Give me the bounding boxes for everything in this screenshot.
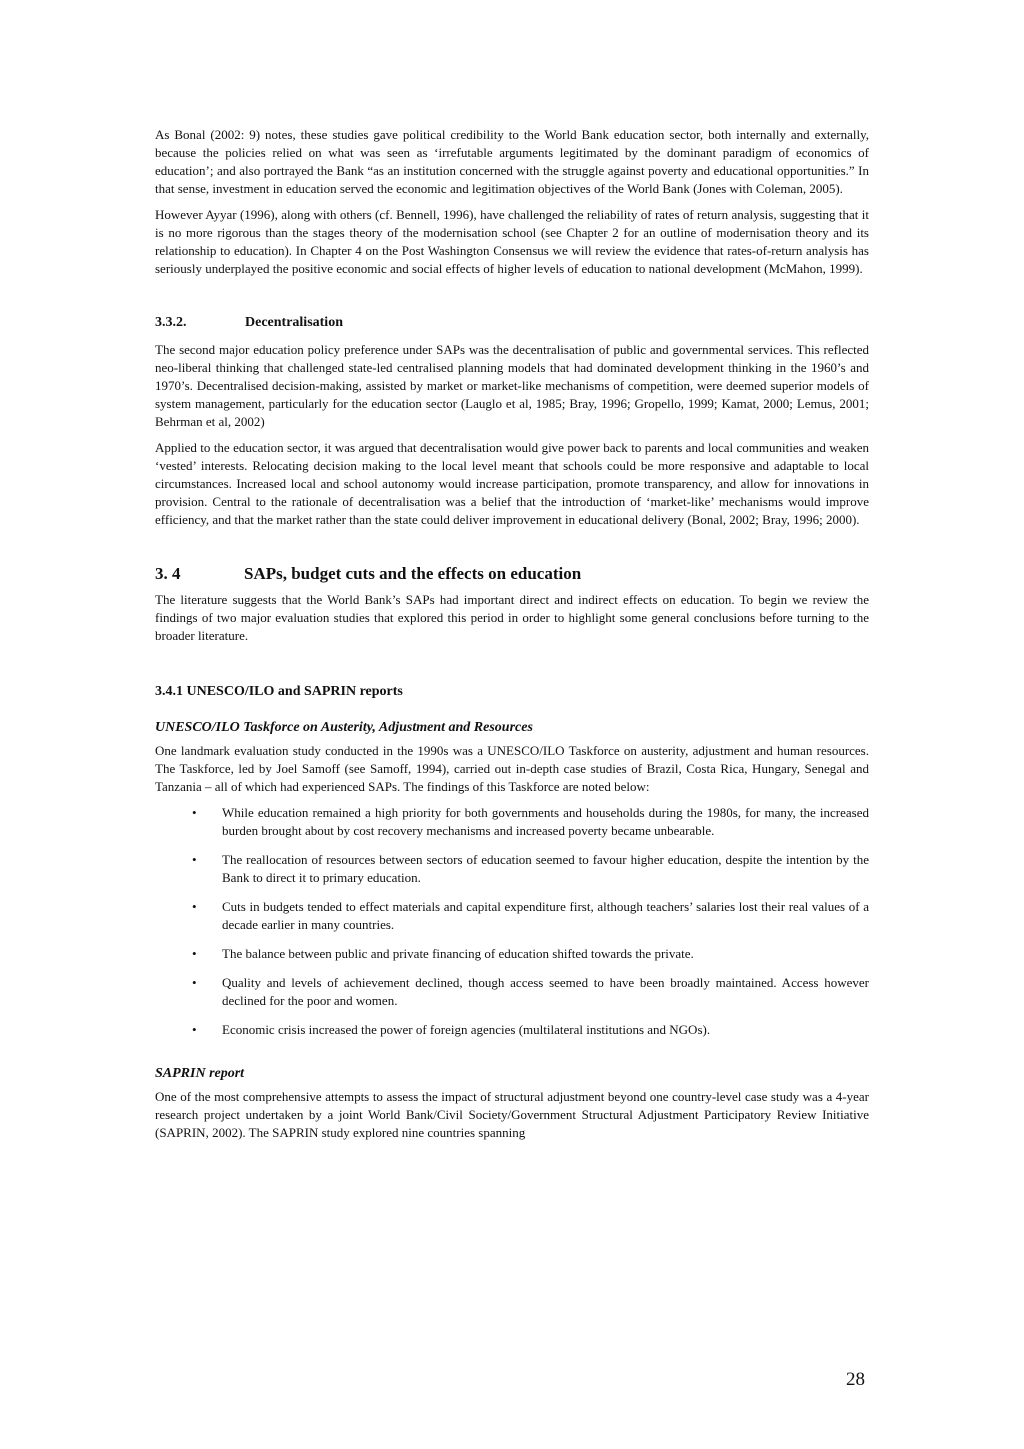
list-item [155, 898, 869, 934]
list-item [155, 974, 869, 1010]
list-item [155, 945, 869, 963]
document-page [155, 126, 869, 1150]
list-item-text: Cuts in budgets tended to effect materials and capital expenditure first, although teachers’ salaries lost their real values of a decade earlier in many countries. [222, 899, 869, 932]
bullet-icon: • [192, 1022, 197, 1037]
bullet-icon: • [192, 805, 197, 820]
paragraph-ayyar: However Ayyar (1996), along with others (cf. Bennell, 1996), have challenged the reliability of rates of return analysis, suggesting that it is no more rigorous than the stages theory of the modernisation school (see Chapter 2 for an outline of modernisation theory and its relationship to education). In Chapter 4 on the Post Washington Consensus we will review the evidence that rates-of-return analysis has seriously underplayed the positive economic and social effects of higher levels of education to national development (McMahon, 1999). [155, 207, 869, 276]
heading-title: Decentralisation [245, 315, 343, 330]
heading-title: SAPs, budget cuts and the effects on education [244, 564, 582, 583]
list-item-text: The reallocation of resources between sectors of education seemed to favour higher education, despite the intention by the Bank to direct it to primary education. [222, 852, 869, 885]
paragraph-literature: The literature suggests that the World Bank’s SAPs had important direct and indirect effects on education. To begin we review the findings of two major evaluation studies that explored this period in order to highlight some general conclusions before turning to the broader literature. [155, 592, 869, 643]
bullet-icon: • [192, 975, 197, 990]
list-item [155, 804, 869, 840]
list-item-text: Quality and levels of achievement declined, though access seemed to have been broadly maintained. Access however declined for the poor and women. [222, 975, 869, 1008]
paragraph-saprin: One of the most comprehensive attempts to assess the impact of structural adjustment beyond one country-level case study was a 4-year research project undertaken by a joint World Bank/Civil Society/Government Structural Adjustment Participatory Review Initiative (SAPRIN, 2002). The SAPRIN study explored nine countries spanning [155, 1089, 869, 1140]
list-item-text: Economic crisis increased the power of foreign agencies (multilateral institutions and NGOs). [222, 1022, 711, 1037]
bullet-icon: • [192, 946, 197, 961]
heading-saprin-report: SAPRIN report [155, 1066, 245, 1081]
list-item-text: The balance between public and private financing of education shifted towards the private. [222, 946, 694, 961]
heading-saps-budget-cuts [155, 563, 869, 585]
paragraph-bonal: As Bonal (2002: 9) notes, these studies gave political credibility to the World Bank education sector, both internally and externally, because the policies relied on what was seen as ‘irrefutable arguments legitimated by the dominant paradigm of economics of education’; and also portrayed the Bank “as an institution concerned with the struggle against poverty and educational opportunities.” In that sense, investment in education served the economic and legitimation objectives of the World Bank (Jones with Coleman, 2005). [155, 127, 869, 196]
paragraph-decentralisation-2: Applied to the education sector, it was argued that decentralisation would give power back to parents and local communities and weaken ‘vested’ interests. Relocating decision making to the local level meant that schools could be more responsive and adaptable to local circumstances. Increased local and school autonomy would increase participation, promote transparency, and allow for innovations in provision. Central to the rationale of decentralisation was a belief that the introduction of ‘market-like’ mechanisms would improve efficiency, and that the market rather than the state could deliver improvement in educational delivery (Bonal, 2002; Bray, 1996; 2000). [155, 440, 869, 527]
heading-decentralisation [155, 314, 869, 332]
heading-unesco-saprin-reports: 3.4.1 UNESCO/ILO and SAPRIN reports [155, 684, 403, 699]
heading-number: 3. 4 [155, 564, 181, 583]
bullet-icon: • [192, 899, 197, 914]
heading-unesco-taskforce: UNESCO/ILO Taskforce on Austerity, Adjustment and Resources [155, 720, 533, 735]
page-number: 28 [846, 1369, 865, 1390]
list-item [155, 1021, 869, 1039]
findings-list [155, 804, 869, 1039]
heading-number: 3.3.2. [155, 315, 187, 330]
list-item-text: While education remained a high priority for both governments and households during the 1980s, for many, the increased burden brought about by cost recovery mechanisms and increased poverty became unbearable. [222, 805, 869, 838]
bullet-icon: • [192, 852, 197, 867]
list-item [155, 851, 869, 887]
paragraph-unesco: One landmark evaluation study conducted in the 1990s was a UNESCO/ILO Taskforce on austerity, adjustment and human resources. The Taskforce, led by Joel Samoff (see Samoff, 1994), carried out in-depth case studies of Brazil, Costa Rica, Hungary, Senegal and Tanzania – all of which had experienced SAPs. The findings of this Taskforce are noted below: [155, 743, 869, 794]
paragraph-decentralisation-1: The second major education policy preference under SAPs was the decentralisation of public and governmental services. This reflected neo-liberal thinking that challenged state-led centralised planning models that had dominated development thinking in the 1960’s and 1970’s. Decentralised decision-making, assisted by market or market-like mechanisms of competition, were deemed superior models of system management, particularly for the education sector (Lauglo et al, 1985; Bray, 1996; Gropello, 1999; Kamat, 2000; Lemus, 2001; Behrman et al, 2002) [155, 342, 869, 429]
